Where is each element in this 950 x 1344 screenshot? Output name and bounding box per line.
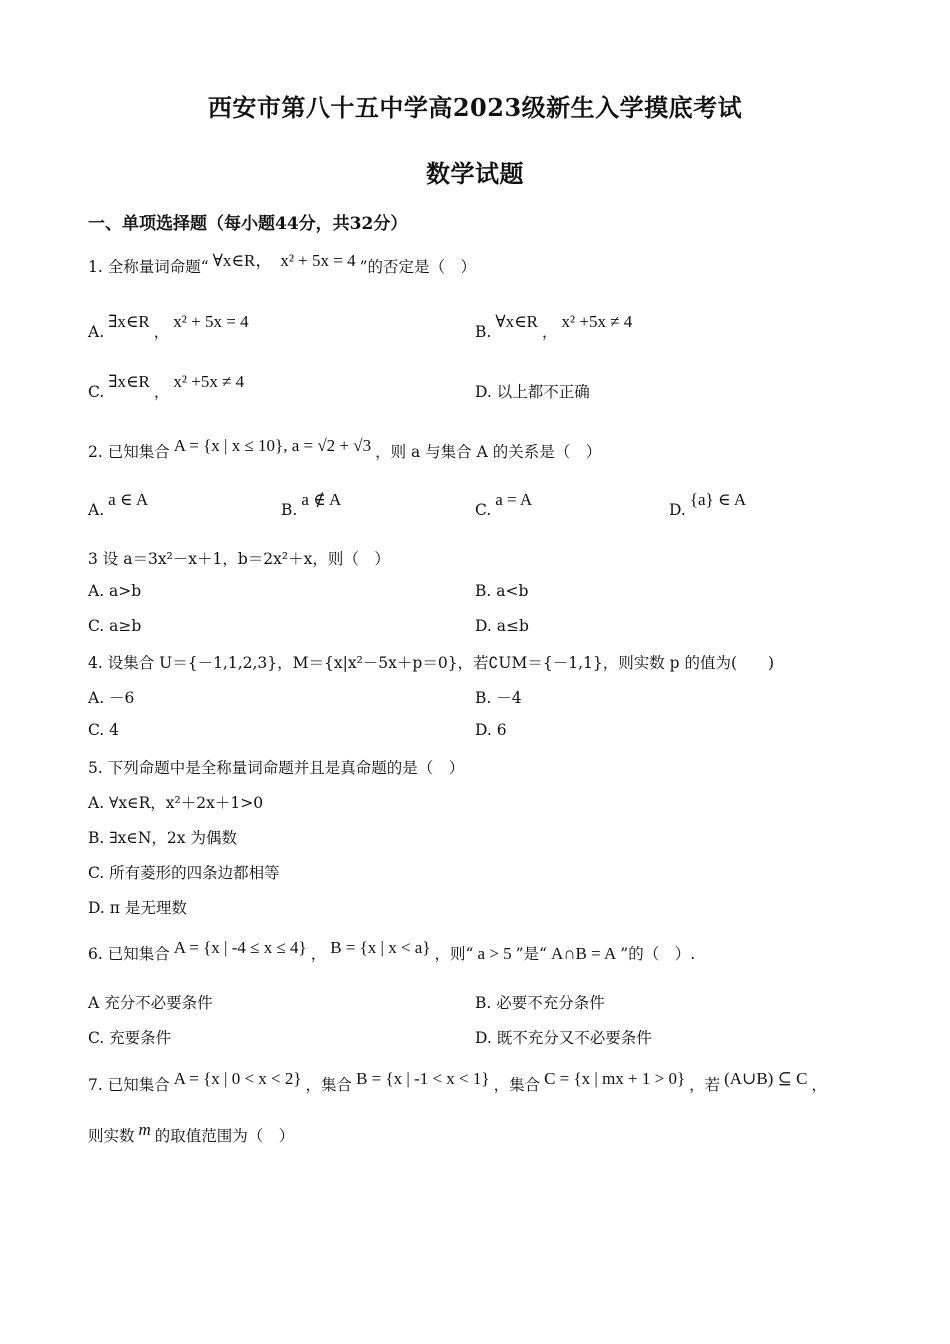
q6-suffix: ”的（ ）. — [620, 945, 696, 963]
q7-set-b: B = {x | -1 < x < 1} — [356, 1069, 490, 1088]
option-math: ∃x∈R — [108, 372, 150, 391]
q6-prefix: 6. 已知集合 — [88, 945, 170, 963]
option-label: C. — [88, 383, 105, 401]
q6-set-a: A = {x | -4 ≤ x ≤ 4} — [173, 938, 307, 957]
option-math: x² +5x ≠ 4 — [173, 372, 245, 391]
option-math: ∀x∈R — [495, 312, 539, 331]
option-sep: ， — [153, 323, 170, 341]
q7-set-a: A = {x | 0 < x < 2} — [173, 1069, 302, 1088]
q6-sep: ， — [310, 945, 327, 963]
q4-option-c[interactable]: C. 4 — [88, 721, 120, 739]
q7-variable: m — [138, 1120, 151, 1139]
q2-suffix: ，则 a 与集合 A 的关系是（ ） — [375, 443, 602, 461]
option-label: B. — [281, 501, 298, 519]
option-math: x² + 5x = 4 — [173, 312, 249, 331]
q2-option-c[interactable] — [475, 490, 536, 520]
option-math: a ∉ A — [301, 490, 342, 509]
q6-option-a[interactable]: A 充分不必要条件 — [88, 994, 213, 1012]
option-sep: ， — [153, 383, 170, 401]
question-2 — [88, 436, 602, 462]
q7-text: ，若 — [689, 1076, 721, 1094]
option-math: a = A — [495, 490, 533, 509]
q1-option-b[interactable] — [475, 312, 636, 342]
option-math: ∃x∈R — [108, 312, 150, 331]
q1-quantifier: ∀x∈R， — [212, 251, 273, 270]
exam-title: 西安市第八十五中学高2023级新生入学摸底考试 — [207, 93, 743, 122]
q3-option-b[interactable]: B. a<b — [475, 582, 529, 600]
q2-option-b[interactable] — [281, 490, 345, 520]
q5-option-d[interactable]: D. π 是无理数 — [88, 899, 187, 917]
q6-conclusion: A∩B = A — [550, 944, 617, 963]
q7-subset-condition: (A∪B) ⊆ C — [724, 1069, 808, 1088]
q2-option-a[interactable] — [88, 490, 152, 520]
question-3: 3 设 a＝3x²－x＋1，b＝2x²＋x，则（ ） — [88, 550, 390, 568]
q6-text: ，则“ — [434, 945, 474, 963]
q6-set-b: B = {x | x < a} — [330, 938, 431, 957]
q7-text: 则实数 — [88, 1127, 135, 1145]
option-math: {a} ∈ A — [689, 490, 747, 509]
q2-option-d[interactable] — [669, 490, 750, 520]
q1-prefix: 1. 全称量词命题“ — [88, 258, 209, 276]
q1-equation: x² + 5x = 4 — [280, 251, 356, 270]
exam-subtitle: 数学试题 — [426, 159, 524, 188]
q7-set-c: C = {x | mx + 1 > 0} — [544, 1069, 686, 1088]
q3-option-d[interactable]: D. a≤b — [475, 617, 529, 635]
question-5: 5. 下列命题中是全称量词命题并且是真命题的是（ ） — [88, 759, 465, 777]
q1-option-a[interactable] — [88, 312, 253, 342]
option-label: D. — [669, 501, 686, 519]
section-heading: 一、单项选择题（每小题44分，共32分） — [88, 214, 408, 234]
q3-option-c[interactable]: C. a≥b — [88, 617, 142, 635]
q1-suffix: ”的否定是（ ） — [359, 258, 477, 276]
q7-suffix: 的取值范围为（ ） — [154, 1127, 295, 1145]
q1-option-c[interactable] — [88, 372, 248, 402]
question-4: 4. 设集合 U＝{－1,1,2,3}，M＝{x|x²－5x＋p＝0}，若∁UM＝{－1,1}，则实数 p 的值为( ) — [88, 654, 775, 672]
q4-option-b[interactable]: B. －4 — [475, 689, 522, 707]
option-label: A. — [88, 501, 105, 519]
q6-text: ”是“ — [515, 945, 547, 963]
question-6 — [88, 938, 696, 964]
option-math: x² +5x ≠ 4 — [561, 312, 633, 331]
q7-text: ， — [811, 1076, 827, 1094]
question-7-line-2 — [88, 1120, 295, 1146]
q1-option-d[interactable]: D. 以上都不正确 — [475, 383, 590, 401]
q7-text: ，集合 — [305, 1076, 353, 1094]
option-math: a ∈ A — [108, 490, 149, 509]
q2-prefix: 2. 已知集合 — [88, 443, 170, 461]
q3-option-a[interactable]: A. a>b — [88, 582, 142, 600]
q4-option-d[interactable]: D. 6 — [475, 721, 507, 739]
q5-option-c[interactable]: C. 所有菱形的四条边都相等 — [88, 864, 280, 882]
option-label: C. — [475, 501, 492, 519]
option-label: A. — [88, 323, 105, 341]
q7-text: ，集合 — [493, 1076, 541, 1094]
question-1 — [88, 252, 476, 277]
question-7 — [88, 1069, 827, 1095]
option-sep: ， — [542, 323, 558, 341]
q6-option-d[interactable]: D. 既不充分又不必要条件 — [475, 1029, 652, 1047]
q2-set-definition: A = {x | x ≤ 10}, a = √2 + √3 — [173, 436, 372, 455]
q6-option-b[interactable]: B. 必要不充分条件 — [475, 994, 605, 1012]
q5-option-b[interactable]: B. ∃x∈N，2x 为偶数 — [88, 829, 237, 847]
q5-option-a[interactable]: A. ∀x∈R，x²＋2x＋1>0 — [88, 794, 264, 812]
q6-option-c[interactable]: C. 充要条件 — [88, 1029, 172, 1047]
q4-option-a[interactable]: A. －6 — [88, 689, 135, 707]
q6-condition: a > 5 — [477, 944, 512, 963]
option-label: B. — [475, 323, 492, 341]
q7-prefix: 7. 已知集合 — [88, 1076, 170, 1094]
